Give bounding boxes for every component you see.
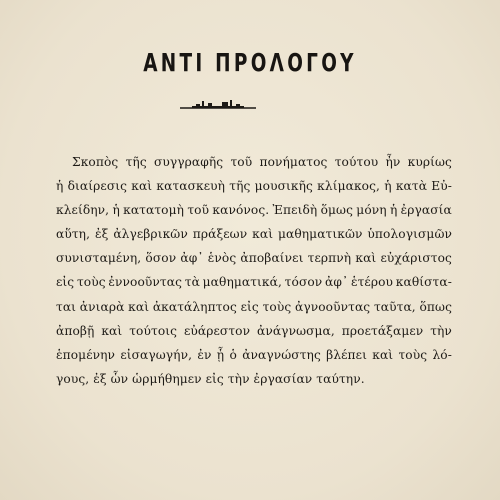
word: ἡ [384,179,392,194]
word: συνισταμένη, [56,251,142,266]
word: ὁ [229,347,237,362]
word: ἀποβαίνει [240,251,304,266]
word: τοῦ [187,203,210,218]
word: ὅπως [419,299,452,314]
word: πονήματος [259,155,328,169]
text-line [56,198,452,222]
word: ἡ [112,203,120,218]
word: τοὺς [76,275,106,290]
word: Ἐπειδὴ [272,203,318,218]
word: τὴν [430,323,452,338]
word: τούτου [334,155,379,169]
page-title: ΑΝΤΙ ΠΡΟΛΟΓΟΥ [143,48,357,77]
word: κατατομὴ [123,203,185,218]
word: ἀναγνώστης [242,347,321,362]
text-line [56,174,452,198]
word: τοὺς [398,347,428,362]
word: τοὺς [262,299,292,314]
word: ὅμως [320,203,354,218]
word: τούτοις [129,323,178,338]
word: ἑνὸς [207,251,237,266]
word: ἀνιαρὰ [79,299,125,314]
word: κλίμακος, [317,179,380,194]
ornament-divider [178,98,258,110]
word: κανόνος. [212,203,270,218]
word: ἀφ᾽ [325,275,349,290]
word: ἡ [389,203,398,218]
word: προετάξαμεν [341,323,424,338]
word: διαίρεσις [67,179,128,194]
word: λό- [432,347,452,362]
word: ἐννοοῦντας [108,275,183,290]
word: ἐξ [94,227,109,242]
word: Σκοπὸς [72,155,119,169]
word: καὶ [131,179,153,194]
word: Εὐ- [431,179,452,194]
word: ἀνάγνωσμα, [257,323,335,338]
word: καὶ [372,347,394,362]
word: ᾗ [216,347,225,362]
text-line [56,270,452,294]
word: κατασκευὴ [156,179,226,194]
word: πράξεων [192,227,248,242]
text-line [56,150,452,174]
word: αὕτη, [56,227,91,242]
word: ταῦτα, [373,299,416,314]
word: καὶ [101,323,123,338]
word: ἀγνοοῦντας [295,299,371,314]
word: τόσον [284,275,323,290]
word: εὐχάριστος [380,251,452,266]
word: τερπνὴ [307,251,352,266]
word: μόνη [356,203,387,218]
word: ἦν [385,155,401,169]
word: ὑπολογισμῶν [367,227,452,242]
text-line: γους, ἐξ ὧν ὡρμήθημεν εἰς τὴν ἐργασίαν ταύτην. [56,371,365,386]
text-line [56,319,452,343]
word: ἑπομένην [56,347,116,362]
word: εὐάρεστον [183,323,251,338]
word: συγγραφῆς [153,155,224,169]
word: ἀλγεβρικῶν [113,227,188,242]
word: ἀκατάληπτος [152,299,237,314]
word: τὰ [184,275,200,290]
word: κλείδην, [56,203,110,218]
word: καὶ [355,251,377,266]
word: εἰς [56,275,75,290]
word: καὶ [252,227,274,242]
word: ἀποβῇ [56,323,95,338]
text-line [56,295,452,319]
word: κυρίως [407,155,452,169]
word: ἑτέρου [350,275,394,290]
word: ἐν [197,347,212,362]
text-line [56,343,452,367]
word: τῆς [229,179,251,194]
word: καὶ [128,299,150,314]
word: βλέπει [326,347,367,362]
word: ἐργασία [400,203,452,218]
word: μουσικῆς [254,179,313,194]
text-line [56,222,452,246]
word: ἀφ᾽ [180,251,204,266]
word: εἰσαγωγήν, [120,347,193,362]
word: τοῦ [230,155,253,169]
word: μαθηματικῶν [277,227,363,242]
preface-body [56,150,452,391]
word: κατὰ [395,179,428,194]
word: εἰς [240,299,259,314]
word: μαθηματικά, [202,275,282,290]
word: ται [56,299,77,314]
word: τῆς [125,155,147,169]
word: ὅσον [145,251,177,266]
word: ἡ [56,179,64,194]
text-line [56,246,452,270]
word: καθίστα- [395,275,452,290]
